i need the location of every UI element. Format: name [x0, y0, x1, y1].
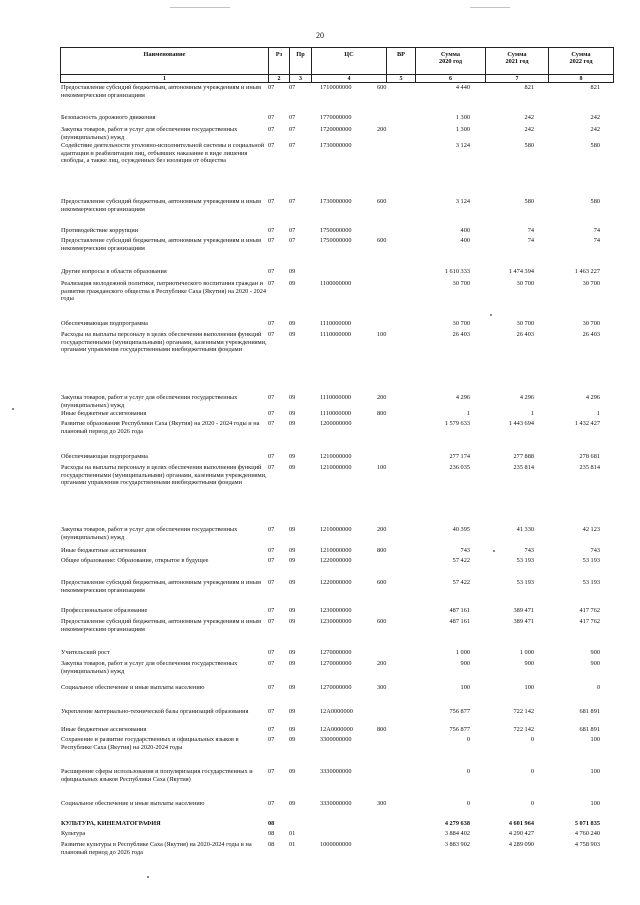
- row-rz: 07: [268, 237, 275, 244]
- row-cs: 1750000000: [320, 237, 352, 244]
- row-pr: 09: [289, 800, 296, 807]
- row-name: Расширение сферы использования и популяризация государственных и официальных языков Республики Саха (Якутия): [61, 768, 253, 783]
- row-sum-2021: 74: [527, 237, 534, 244]
- row-sum-2020: 277 174: [449, 453, 470, 460]
- row-name: Предоставление субсидий бюджетным, автономным учреждениям и иным некоммерческим организациям: [61, 198, 261, 213]
- row-cs: 1750000000: [320, 227, 352, 234]
- row-sum-2022: 100: [590, 768, 600, 775]
- row-vr: 200: [377, 660, 387, 667]
- row-rz: 07: [268, 726, 275, 733]
- row-sum-2020: 400: [460, 227, 470, 234]
- row-cs: 1730000000: [320, 198, 352, 205]
- row-sum-2021: 722 142: [513, 708, 534, 715]
- row-name: Предоставление субсидий бюджетным, автономным учреждениям и иным некоммерческим организациям: [61, 618, 261, 633]
- row-pr: 07: [289, 237, 296, 244]
- row-sum-2020: 4 296: [455, 394, 470, 401]
- row-sum-2022: 4 760 240: [574, 830, 600, 837]
- scan-mark-right: [470, 7, 510, 8]
- row-name: Развитие культуры в Республике Саха (Якутия) на 2020-2024 годы и на плановый период до 2026 года: [61, 841, 252, 856]
- column-number-row: [61, 74, 613, 83]
- row-sum-2021: 580: [524, 198, 534, 205]
- row-sum-2021: 53 193: [516, 579, 534, 586]
- row-sum-2021: 0: [530, 800, 534, 807]
- row-sum-2022: 417 762: [579, 607, 600, 614]
- row-sum-2022: 42 123: [582, 526, 600, 533]
- row-sum-2020: 3 124: [455, 198, 470, 205]
- row-sum-2020: 4 279 638: [444, 820, 470, 827]
- row-cs: 1210000000: [320, 547, 352, 554]
- row-sum-2022: 580: [590, 142, 600, 149]
- row-sum-2020: 57 422: [452, 579, 470, 586]
- row-vr: 100: [377, 464, 387, 471]
- column-number: 1: [61, 75, 269, 83]
- row-pr: 07: [289, 84, 296, 91]
- row-sum-2021: 900: [524, 660, 534, 667]
- row-sum-2021: 743: [524, 547, 534, 554]
- row-sum-2020: 1 000: [455, 649, 470, 656]
- row-vr: 200: [377, 526, 387, 533]
- row-sum-2021: 30 700: [516, 320, 534, 327]
- row-name: Закупка товаров, работ и услуг для обеспечения государственных (муниципальных) нужд: [61, 526, 238, 541]
- row-sum-2021: 1: [530, 410, 534, 417]
- row-pr: 07: [289, 227, 296, 234]
- row-sum-2021: 4 601 964: [508, 820, 534, 827]
- row-pr: 09: [289, 420, 296, 427]
- row-sum-2021: 0: [530, 736, 534, 743]
- row-sum-2020: 236 035: [449, 464, 470, 471]
- row-rz: 08: [268, 841, 275, 848]
- row-sum-2021: 277 888: [513, 453, 534, 460]
- row-sum-2020: 900: [460, 660, 470, 667]
- row-sum-2022: 1 463 227: [574, 268, 600, 275]
- row-sum-2022: 1: [596, 410, 600, 417]
- column-number: 6: [416, 75, 486, 83]
- row-rz: 07: [268, 579, 275, 586]
- row-sum-2021: 389 471: [513, 607, 534, 614]
- scan-speck: [493, 550, 495, 552]
- row-cs: 1230000000: [320, 618, 352, 625]
- row-rz: 07: [268, 268, 275, 275]
- row-sum-2022: 821: [590, 84, 600, 91]
- row-sum-2021: 1 000: [519, 649, 534, 656]
- row-pr: 09: [289, 453, 296, 460]
- row-pr: 09: [289, 618, 296, 625]
- row-rz: 07: [268, 142, 275, 149]
- row-sum-2020: 0: [466, 800, 470, 807]
- row-cs: 1210000000: [320, 464, 352, 471]
- row-sum-2022: 417 762: [579, 618, 600, 625]
- row-sum-2020: 57 422: [452, 557, 470, 564]
- row-vr: 600: [377, 198, 387, 205]
- column-number: 3: [290, 75, 312, 83]
- row-sum-2022: 235 814: [579, 464, 600, 471]
- row-pr: 09: [289, 649, 296, 656]
- row-name: Другие вопросы в области образования: [61, 268, 167, 275]
- row-sum-2021: 53 193: [516, 557, 534, 564]
- row-sum-2020: 1 300: [455, 126, 470, 133]
- row-sum-2021: 4 290 427: [508, 830, 534, 837]
- row-name: КУЛЬТУРА, КИНЕМАТОГРАФИЯ: [61, 820, 161, 827]
- row-vr: 800: [377, 726, 387, 733]
- page-number: 20: [316, 31, 324, 40]
- row-cs: 1270000000: [320, 649, 352, 656]
- row-name: Реализация молодежной политики, патриотического воспитания граждан и развития гражданского общества в Республике Саха (Якутия) на 2020 - 2024 годы: [61, 280, 267, 303]
- row-pr: 09: [289, 394, 296, 401]
- row-sum-2021: 26 403: [516, 331, 534, 338]
- row-sum-2022: 743: [590, 547, 600, 554]
- row-sum-2020: 0: [466, 736, 470, 743]
- row-sum-2022: 5 071 835: [574, 820, 600, 827]
- row-name: Закупка товаров, работ и услуг для обеспечения государственных (муниципальных) нужд: [61, 394, 238, 409]
- row-pr: 09: [289, 607, 296, 614]
- row-rz: 07: [268, 547, 275, 554]
- row-sum-2022: 26 403: [582, 331, 600, 338]
- row-sum-2020: 30 700: [452, 280, 470, 287]
- row-cs: 12А0000000: [320, 726, 353, 733]
- row-sum-2021: 0: [530, 768, 534, 775]
- row-rz: 07: [268, 320, 275, 327]
- row-cs: 1770000000: [320, 114, 352, 121]
- header-sum-2020-year: 2020 год: [438, 58, 463, 65]
- row-pr: 09: [289, 331, 296, 338]
- row-name: Обеспечивающая подпрограмма: [61, 320, 148, 327]
- row-cs: 1730000000: [320, 142, 352, 149]
- row-sum-2022: 74: [593, 227, 600, 234]
- header-sum-2022-year: 2022 год: [569, 58, 593, 65]
- row-pr: 07: [289, 142, 296, 149]
- row-sum-2022: 242: [590, 114, 600, 121]
- row-vr: 800: [377, 410, 387, 417]
- row-rz: 07: [268, 800, 275, 807]
- row-pr: 07: [289, 114, 296, 121]
- row-rz: 07: [268, 331, 275, 338]
- row-sum-2021: 4 289 090: [508, 841, 534, 848]
- row-name: Профессиональное образование: [61, 607, 148, 614]
- row-vr: 800: [377, 547, 387, 554]
- row-pr: 01: [289, 830, 296, 837]
- row-pr: 09: [289, 280, 296, 287]
- row-name: Содействие деятельности уголовно-исполнительной системы и социальной адаптации и реабилитации лиц, отбывших наказание в виде лишения свободы, а также лиц, осужденных без изоляции от общества: [61, 142, 265, 165]
- row-sum-2021: 242: [524, 126, 534, 133]
- row-sum-2020: 26 403: [452, 331, 470, 338]
- column-number: 8: [579, 76, 583, 82]
- row-vr: 300: [377, 684, 387, 691]
- row-sum-2021: 242: [524, 114, 534, 121]
- column-number: 2: [269, 75, 290, 83]
- column-number: 5: [387, 75, 416, 83]
- row-sum-2022: 242: [590, 126, 600, 133]
- row-name: Расходы на выплаты персоналу в целях обеспечения выполнения функций государственными (муниципальными) органами, казенными учреждениями, органами управления государственными внебюджетными фондами: [61, 331, 267, 354]
- row-pr: 09: [289, 768, 296, 775]
- row-name: Укрепление материально-технической базы организаций образования: [61, 708, 249, 715]
- header-name-label: Наименование: [143, 51, 186, 58]
- header-sum-2020-label: Сумма: [440, 51, 461, 58]
- row-pr: 09: [289, 268, 296, 275]
- row-vr: 100: [377, 331, 387, 338]
- header-sum-2021-year: 2021 год: [505, 58, 529, 65]
- row-cs: 1200000000: [320, 420, 352, 427]
- row-cs: 1270000000: [320, 684, 352, 691]
- row-pr: 09: [289, 736, 296, 743]
- row-cs: 1230000000: [320, 607, 352, 614]
- row-rz: 07: [268, 410, 275, 417]
- row-cs: 1110000000: [320, 331, 352, 338]
- row-rz: 08: [268, 820, 275, 827]
- row-sum-2022: 0: [596, 684, 600, 691]
- row-pr: 09: [289, 726, 296, 733]
- row-cs: 1710000000: [320, 84, 352, 91]
- row-sum-2021: 74: [527, 227, 534, 234]
- row-sum-2020: 487 161: [449, 607, 470, 614]
- row-cs: 1720000000: [320, 126, 352, 133]
- row-vr: 300: [377, 800, 387, 807]
- row-sum-2022: 681 891: [579, 708, 600, 715]
- row-cs: 1270000000: [320, 660, 352, 667]
- row-cs: 1110000000: [320, 320, 352, 327]
- row-name: Культура: [61, 830, 86, 837]
- row-sum-2020: 756 877: [449, 726, 470, 733]
- row-cs: 1220000000: [320, 579, 352, 586]
- row-rz: 07: [268, 394, 275, 401]
- row-name: Закупка товаров, работ и услуг для обеспечения государственных (муниципальных) нужд: [61, 126, 238, 141]
- row-sum-2021: 1 474 394: [508, 268, 534, 275]
- row-name: Противодействие коррупции: [61, 227, 139, 234]
- row-sum-2021: 1 443 694: [508, 420, 534, 427]
- row-cs: 1100000000: [320, 280, 352, 287]
- row-rz: 07: [268, 280, 275, 287]
- row-pr: 09: [289, 557, 296, 564]
- row-name: Обеспечивающая подпрограмма: [61, 453, 148, 460]
- row-name: Социальное обеспечение и иные выплаты населению: [61, 800, 205, 807]
- row-name: Предоставление субсидий бюджетным, автономным учреждениям и иным некоммерческим организациям: [61, 579, 261, 594]
- header-pr-label: Пр: [296, 51, 305, 58]
- row-sum-2022: 1 432 427: [574, 420, 600, 427]
- row-rz: 07: [268, 526, 275, 533]
- row-sum-2022: 100: [590, 800, 600, 807]
- row-rz: 07: [268, 649, 275, 656]
- row-sum-2020: 30 700: [452, 320, 470, 327]
- header-sum-2021-label: Сумма: [507, 51, 527, 58]
- row-rz: 07: [268, 736, 275, 743]
- row-sum-2020: 0: [466, 768, 470, 775]
- row-sum-2022: 100: [590, 736, 600, 743]
- row-sum-2021: 4 296: [519, 394, 534, 401]
- row-cs: 12А0000000: [320, 708, 353, 715]
- row-vr: 600: [377, 84, 387, 91]
- header-sum-2022-label: Сумма: [571, 51, 591, 58]
- row-sum-2020: 100: [460, 684, 470, 691]
- row-sum-2022: 30 700: [582, 280, 600, 287]
- header-cs-label: ЦС: [344, 51, 354, 58]
- table-header: [60, 47, 614, 83]
- row-sum-2020: 3 883 902: [444, 841, 470, 848]
- row-sum-2020: 4 440: [455, 84, 470, 91]
- row-rz: 07: [268, 607, 275, 614]
- row-sum-2022: 4 296: [585, 394, 600, 401]
- row-pr: 09: [289, 660, 296, 667]
- row-rz: 07: [268, 84, 275, 91]
- row-sum-2020: 3 884 402: [444, 830, 470, 837]
- header-rz-label: Рз: [275, 51, 283, 58]
- row-rz: 07: [268, 453, 275, 460]
- row-sum-2020: 3 124: [455, 142, 470, 149]
- row-rz: 07: [268, 708, 275, 715]
- row-name: Социальное обеспечение и иные выплаты населению: [61, 684, 205, 691]
- row-name: Развитие образования Республики Саха (Якутия) на 2020 - 2024 годы и на плановый период до 2026 года: [61, 420, 260, 435]
- row-name: Закупка товаров, работ и услуг для обеспечения государственных (муниципальных) нужд: [61, 660, 238, 675]
- row-pr: 09: [289, 547, 296, 554]
- row-name: Иные бюджетные ассигнования: [61, 547, 147, 554]
- row-sum-2021: 389 471: [513, 618, 534, 625]
- row-sum-2020: 1 300: [455, 114, 470, 121]
- scan-speck: [147, 876, 149, 878]
- row-pr: 09: [289, 464, 296, 471]
- row-pr: 09: [289, 320, 296, 327]
- row-pr: 01: [289, 841, 296, 848]
- row-cs: 1210000000: [320, 453, 352, 460]
- row-rz: 07: [268, 557, 275, 564]
- scan-speck: [12, 408, 14, 410]
- row-rz: 07: [268, 227, 275, 234]
- row-sum-2020: 1 579 633: [444, 420, 470, 427]
- row-name: Безопасность дорожного движения: [61, 114, 156, 121]
- row-rz: 07: [268, 464, 275, 471]
- row-cs: 1220000000: [320, 557, 352, 564]
- row-vr: 600: [377, 618, 387, 625]
- row-pr: 09: [289, 410, 296, 417]
- row-vr: 200: [377, 126, 387, 133]
- scan-mark-left: [170, 7, 230, 8]
- row-cs: 1000000000: [320, 841, 352, 848]
- row-name: Предоставление субсидий бюджетным, автономным учреждениям и иным некоммерческим организациям: [61, 84, 261, 99]
- row-vr: 600: [377, 237, 387, 244]
- row-sum-2020: 400: [460, 237, 470, 244]
- row-sum-2020: 1 610 333: [444, 268, 470, 275]
- row-name: Учительский рост: [61, 649, 110, 656]
- row-rz: 07: [268, 684, 275, 691]
- column-number: 7: [486, 75, 549, 83]
- row-sum-2021: 580: [524, 142, 534, 149]
- row-sum-2021: 100: [524, 684, 534, 691]
- row-rz: 07: [268, 768, 275, 775]
- row-sum-2020: 1: [466, 410, 470, 417]
- row-name: Иные бюджетные ассигнования: [61, 726, 147, 733]
- row-cs: 3330000000: [320, 800, 352, 807]
- scan-speck: [490, 314, 492, 316]
- row-sum-2021: 30 700: [516, 280, 534, 287]
- row-rz: 07: [268, 660, 275, 667]
- row-vr: 600: [377, 579, 387, 586]
- row-rz: 07: [268, 198, 275, 205]
- row-cs: 1210000000: [320, 526, 352, 533]
- row-cs: 3330000000: [320, 768, 352, 775]
- row-pr: 09: [289, 526, 296, 533]
- row-pr: 07: [289, 198, 296, 205]
- row-pr: 09: [289, 579, 296, 586]
- header-vr-label: ВР: [396, 51, 406, 58]
- row-sum-2021: 722 142: [513, 726, 534, 733]
- row-sum-2020: 40 395: [452, 526, 470, 533]
- column-number: 4: [312, 75, 387, 83]
- row-sum-2022: 74: [593, 237, 600, 244]
- row-sum-2022: 681 891: [579, 726, 600, 733]
- row-sum-2020: 743: [460, 547, 470, 554]
- row-sum-2021: 41 330: [516, 526, 534, 533]
- row-rz: 07: [268, 114, 275, 121]
- row-cs: 1110000000: [320, 394, 352, 401]
- row-pr: 09: [289, 684, 296, 691]
- row-pr: 09: [289, 708, 296, 715]
- row-rz: 07: [268, 126, 275, 133]
- row-name: Предоставление субсидий бюджетным, автономным учреждениям и иным некоммерческим организациям: [61, 237, 261, 252]
- row-pr: 07: [289, 126, 296, 133]
- row-sum-2022: 580: [590, 198, 600, 205]
- row-name: Сохранение и развитие государственных и официальных языков в Республике Саха (Якутия) на 2020-2024 годы: [61, 736, 239, 751]
- row-sum-2022: 30 700: [582, 320, 600, 327]
- row-name: Расходы на выплаты персоналу в целях обеспечения выполнения функций государственными (муниципальными) органами, казенными учреждениями, органами управления государственными внебюджетными фондами: [61, 464, 267, 487]
- row-rz: 08: [268, 830, 275, 837]
- row-sum-2022: 53 193: [582, 557, 600, 564]
- row-name: Общее образование: Образование, открытое в будущее: [61, 557, 209, 564]
- row-sum-2022: 53 193: [582, 579, 600, 586]
- row-cs: 1110000000: [320, 410, 352, 417]
- row-sum-2021: 821: [524, 84, 534, 91]
- row-vr: 200: [377, 394, 387, 401]
- row-rz: 07: [268, 618, 275, 625]
- row-name: Иные бюджетные ассигнования: [61, 410, 147, 417]
- row-sum-2022: 900: [590, 660, 600, 667]
- row-sum-2022: 900: [590, 649, 600, 656]
- row-sum-2020: 487 161: [449, 618, 470, 625]
- row-sum-2022: 278 681: [579, 453, 600, 460]
- row-sum-2021: 235 814: [513, 464, 534, 471]
- row-sum-2022: 4 758 903: [574, 841, 600, 848]
- row-cs: 3300000000: [320, 736, 352, 743]
- row-rz: 07: [268, 420, 275, 427]
- row-sum-2020: 756 877: [449, 708, 470, 715]
